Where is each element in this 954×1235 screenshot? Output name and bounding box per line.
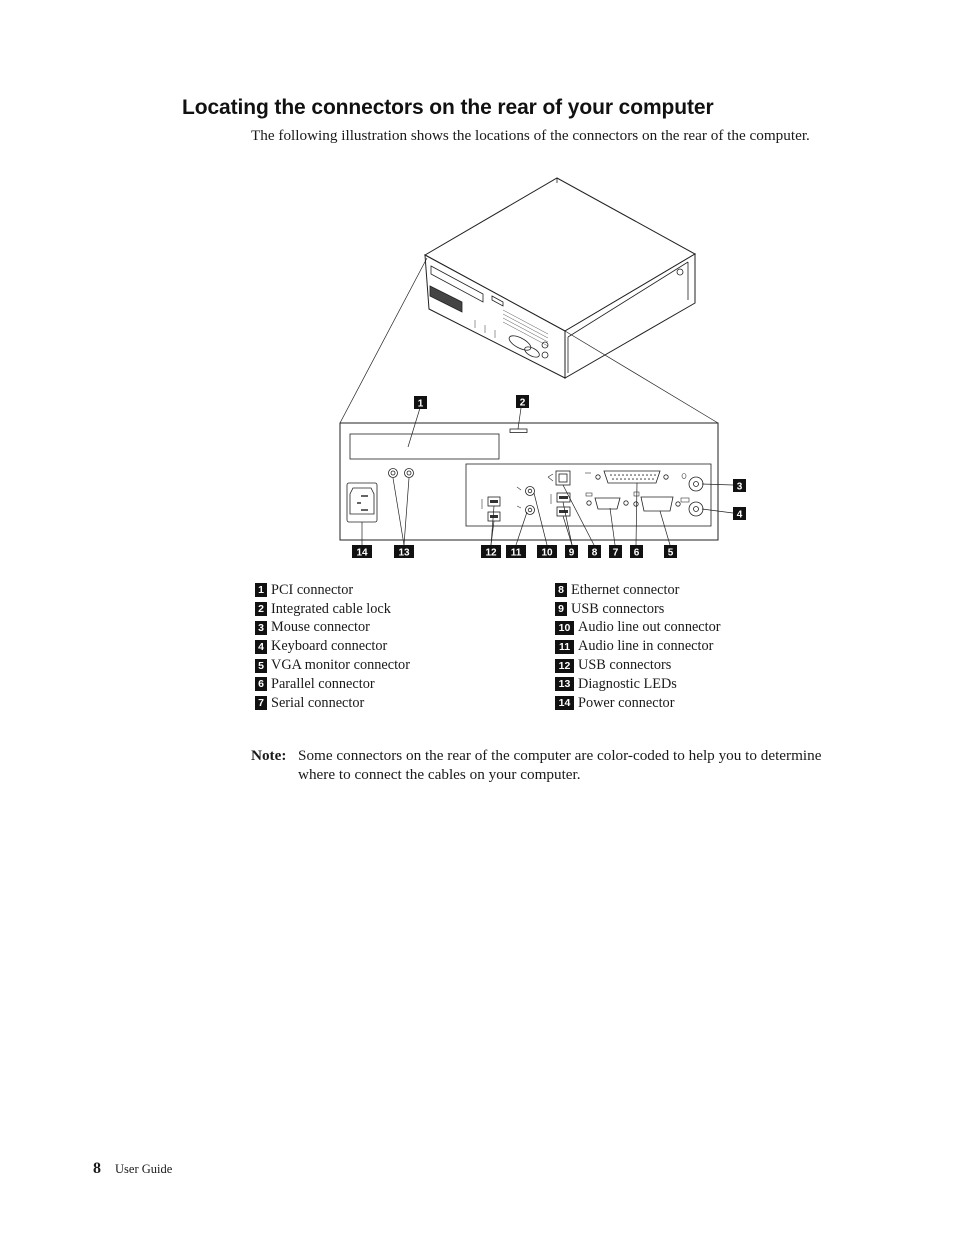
legend-label: PCI connector [271, 581, 354, 598]
page-number: 8 [93, 1160, 101, 1177]
note-text: Some connectors on the rear of the computer are color-coded to help you to determine where to connect the cables on your computer. [298, 747, 822, 783]
legend-row [555, 600, 721, 619]
legend-label: Serial connector [271, 694, 365, 711]
svg-text:14: 14 [356, 547, 368, 559]
callout-14 [352, 545, 372, 559]
legend-label: Keyboard connector [271, 638, 388, 655]
legend-number: 1 [255, 583, 267, 597]
legend-label: Parallel connector [271, 675, 375, 692]
note-block [251, 746, 836, 784]
legend-number: 14 [555, 696, 574, 710]
legend-row [555, 675, 721, 694]
callout-11 [506, 545, 526, 559]
legend-row [555, 656, 721, 675]
svg-text:9: 9 [568, 547, 575, 559]
legend-row [255, 637, 410, 656]
rear-panel-illustration [340, 408, 733, 545]
callout-3 [733, 479, 746, 493]
legend-row [255, 675, 410, 694]
svg-text:8: 8 [591, 547, 598, 559]
legend-row [255, 656, 410, 675]
legend-row [255, 600, 410, 619]
callout-13 [394, 545, 414, 559]
legend-number: 5 [255, 659, 267, 673]
legend-label: Audio line out connector [578, 619, 721, 636]
computer-case-illustration [340, 178, 718, 423]
svg-text:11: 11 [510, 547, 522, 559]
legend-right [555, 581, 721, 713]
legend-row [555, 694, 721, 713]
legend-row [255, 694, 410, 713]
svg-text:7: 7 [612, 547, 619, 559]
legend-label: Mouse connector [271, 619, 370, 636]
callout-2 [516, 395, 529, 409]
svg-text:1: 1 [417, 398, 424, 410]
legend-number: 11 [555, 640, 574, 654]
rear-connectors-illustration [330, 172, 760, 572]
callout-4 [733, 507, 746, 521]
legend-row [555, 581, 721, 600]
footer-title: User Guide [115, 1162, 173, 1176]
legend-label: Power connector [578, 694, 675, 711]
page-heading: Locating the connectors on the rear of your computer [182, 96, 714, 119]
svg-text:5: 5 [667, 547, 674, 559]
legend-number: 13 [555, 677, 574, 691]
legend-row [255, 581, 410, 600]
legend-number: 6 [255, 677, 267, 691]
svg-text:2: 2 [519, 397, 526, 409]
callout-5 [664, 545, 677, 559]
legend-row [555, 637, 721, 656]
legend-label: Integrated cable lock [271, 600, 391, 617]
legend-label: Diagnostic LEDs [578, 675, 677, 692]
legend-label: Ethernet connector [571, 581, 680, 598]
callout-10 [537, 545, 557, 559]
intro-paragraph: The following illustration shows the locations of the connectors on the rear of the computer. [251, 127, 810, 144]
svg-text:6: 6 [633, 547, 640, 559]
svg-text:12: 12 [485, 547, 497, 559]
svg-text:4: 4 [736, 509, 743, 521]
legend-number: 9 [555, 602, 567, 616]
callout-9 [565, 545, 578, 559]
legend-label: USB connectors [578, 657, 672, 674]
legend-number: 12 [555, 659, 574, 673]
legend-row [555, 619, 721, 638]
callout-1 [414, 396, 427, 410]
legend-number: 2 [255, 602, 267, 616]
legend-number: 8 [555, 583, 567, 597]
callout-12 [481, 545, 501, 559]
legend-label: USB connectors [571, 600, 665, 617]
svg-text:3: 3 [736, 481, 743, 493]
legend-number: 3 [255, 621, 267, 635]
svg-text:13: 13 [398, 547, 410, 559]
note-label: Note: [251, 747, 287, 764]
page-footer [93, 1160, 172, 1178]
legend-left [255, 581, 410, 713]
callout-6 [630, 545, 643, 559]
legend-row [255, 619, 410, 638]
legend-number: 10 [555, 621, 574, 635]
legend-number: 7 [255, 696, 267, 710]
svg-text:10: 10 [541, 547, 553, 559]
legend-label: VGA monitor connector [271, 657, 410, 674]
legend-number: 4 [255, 640, 267, 654]
callout-8 [588, 545, 601, 559]
legend-label: Audio line in connector [578, 638, 714, 655]
callout-7 [609, 545, 622, 559]
